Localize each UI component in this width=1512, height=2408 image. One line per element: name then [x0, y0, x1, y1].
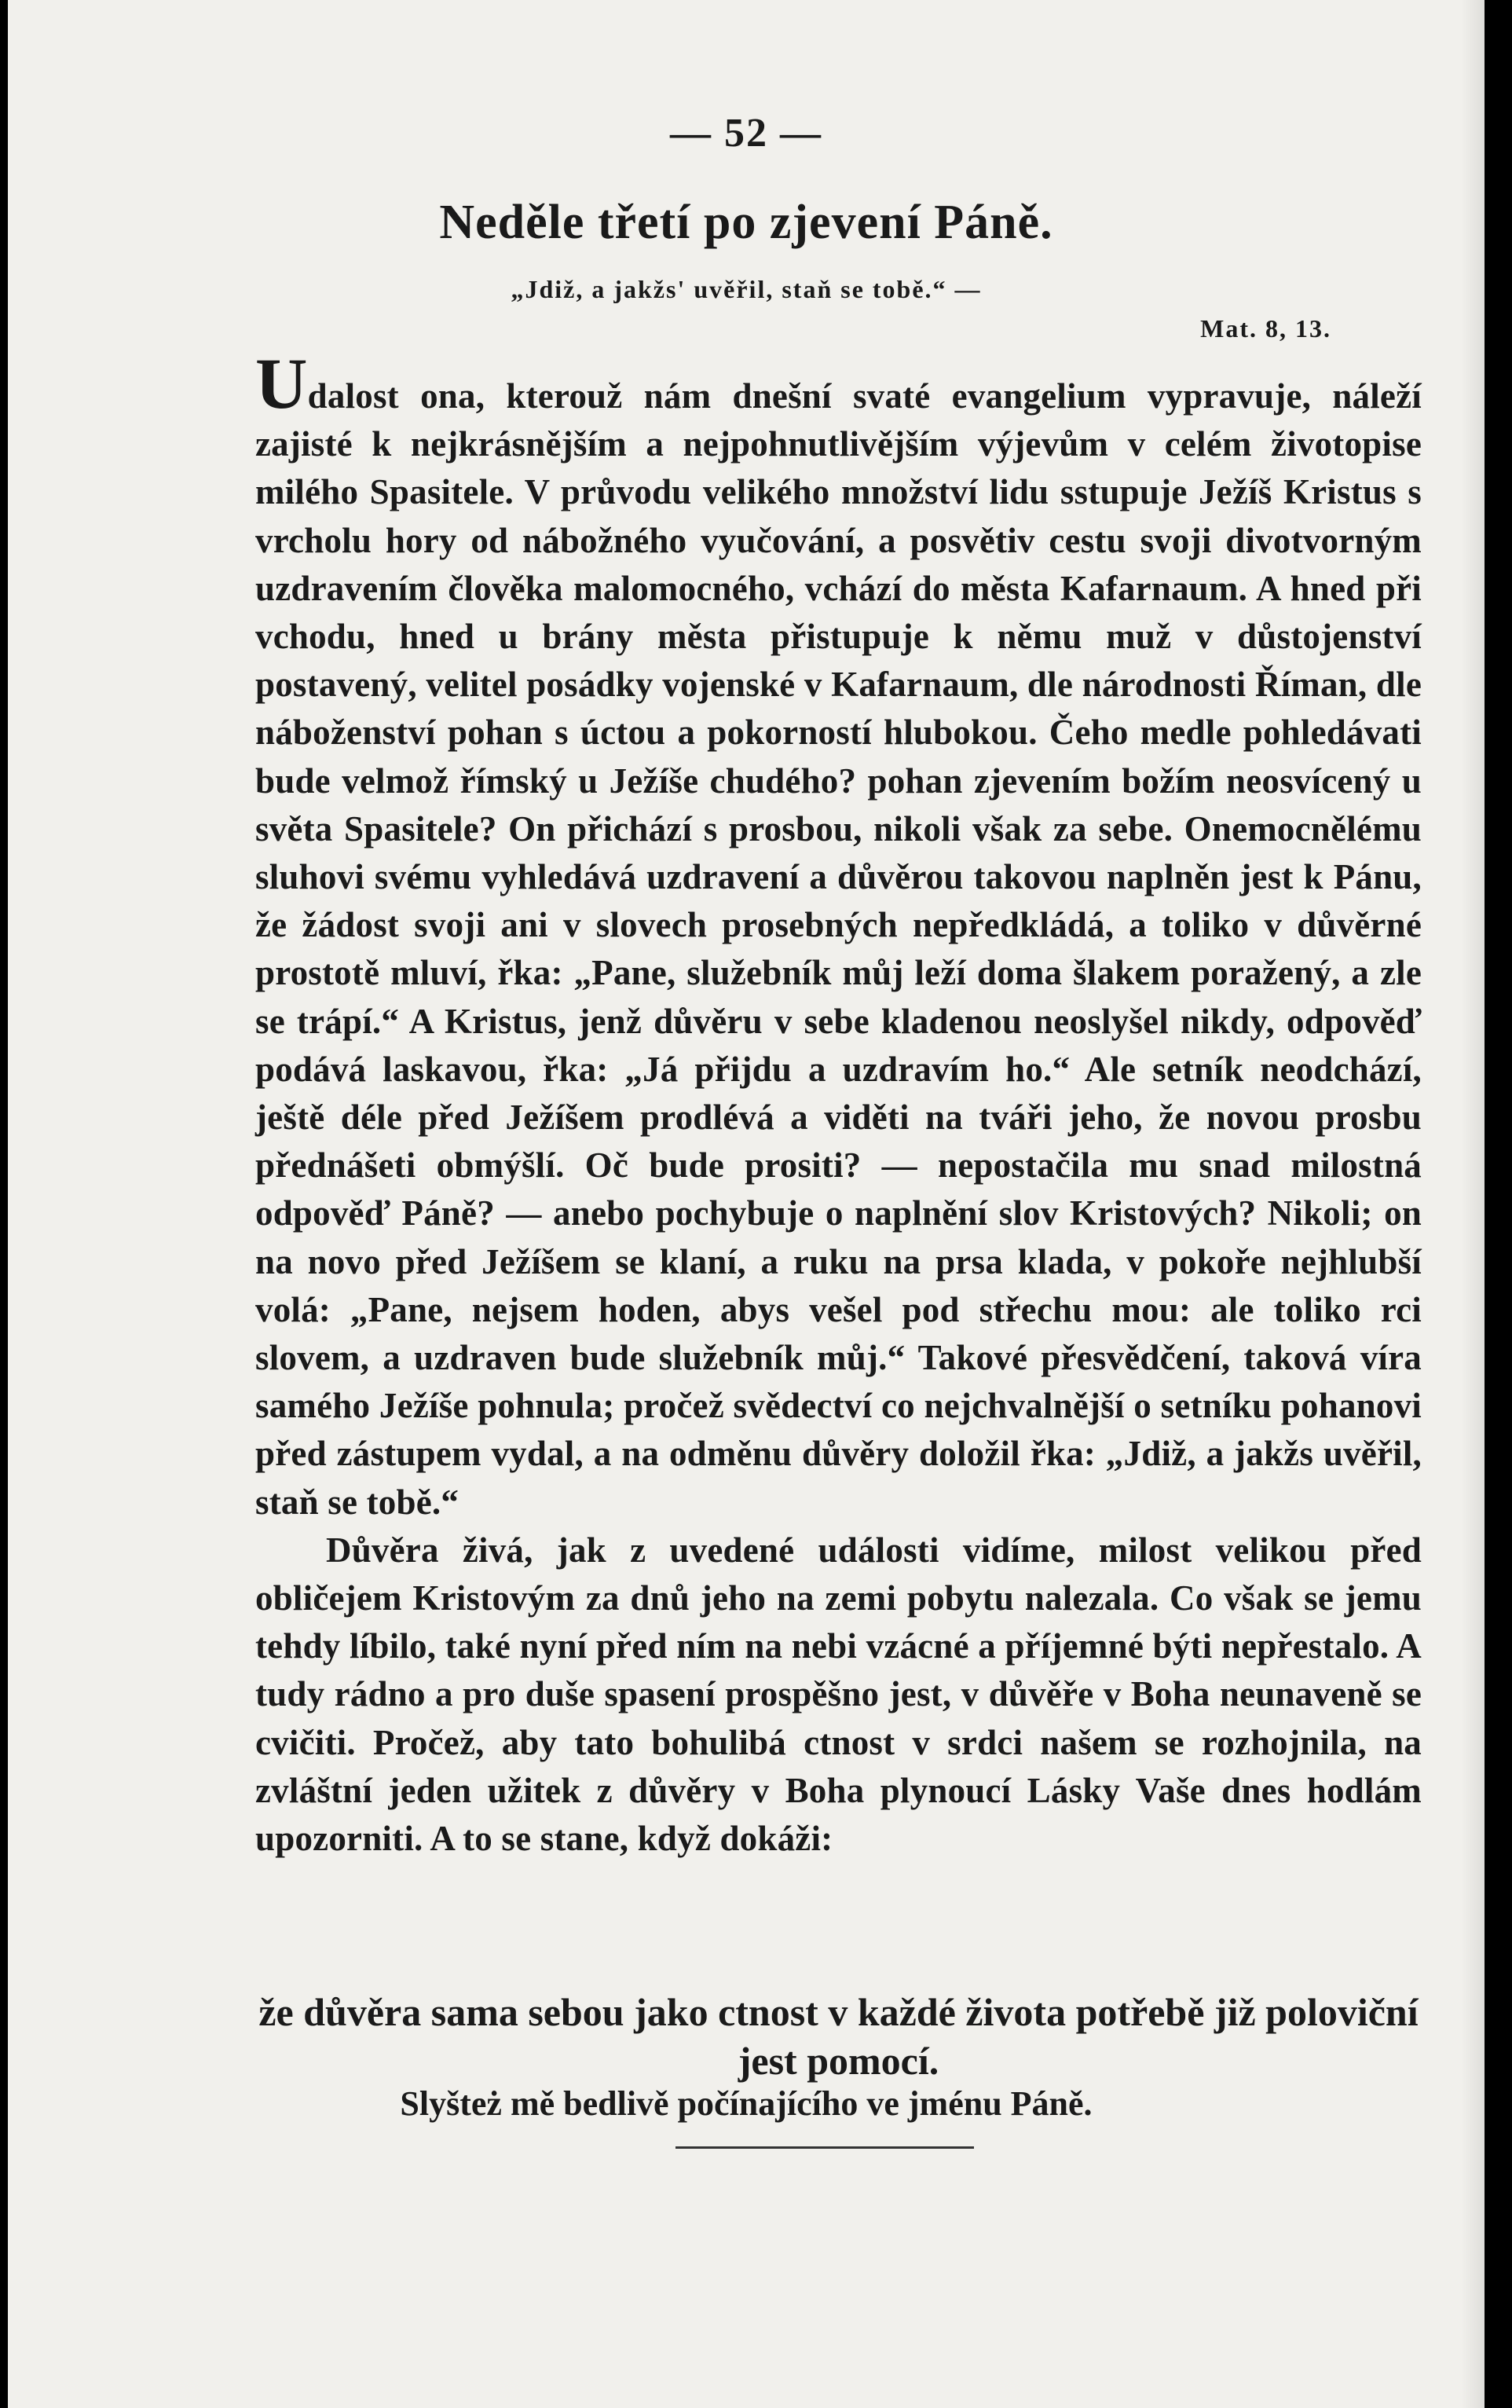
sermon-thesis: že důvěra sama sebou jako ctnost v každé života potřebě již poloviční jest pomocí.: [258, 1990, 1419, 2083]
page-edge-shadow: [1461, 0, 1485, 2408]
closing-line: Slyšteż mě bedlivě počínajícího ve jménu Páně.: [400, 2084, 1093, 2123]
paragraph-2: Důvěra živá, jak z uvedené události vidíme, milost velikou před obličejem Kristovým za dnů jeho na zemi pobytu nalezala. Co však se jemu tehdy líbilo, také nyní před ním na nebi vzácné a příjemné býti nepřestalo. A tudy rádno a pro duše spasení prospěšno jest, v důvěře v Boha neunaveně se cvičiti. Pročež, aby tato bohulibá ctnost v srdci našem se rozhojnila, na zvláštní jeden užitek z důvěry v Boha plynoucí Lásky Vaše dnes hodlám upozorniti. A to se stane, když dokáži:: [255, 1530, 1422, 1859]
drop-initial: U: [255, 343, 308, 423]
paragraph-1: [255, 343, 1422, 1527]
book-page: [8, 0, 1485, 2408]
scripture-reference: Mat. 8, 13.: [1200, 314, 1331, 343]
paragraph-1-text: dalost ona, kterouž nám dnešní svaté evangelium vypravuje, náleží zajisté k nejkrásnějším a nejpohnutlivějším výjevům v celém životopise milého Spasitele. V průvodu velikého množství lidu sstupuje Ježíš Kristus s vrcholu hory od nábožného vyučování, a posvětiv cestu svoji divotvorným uzdravením člověka malomocného, vchází do města Kafarnaum. A hned při vchodu, hned u brány města přistupuje k němu muž v důstojenství postavený, velitel posádky vojenské v Kafarnaum, dle národnosti Říman, dle náboženství pohan s úctou a pokorností hlubokou. Čeho medle pohledávati bude velmož římský u Ježíše chudého? pohan zjevením božím neosvícený u světa Spasitele? On přichází s prosbou, nikoli však za sebe. Onemocnělému sluhovi svému vyhledává uzdravení a důvěrou takovou naplněn jest k Pánu, že žádost svoji ani v slovech prosebných nepředkládá, a toliko v důvěrné prostotě mluví, řka: „Pane, služebník můj leží doma šlakem poražený, a zle se trápí.“ A Kristus, jenž důvěru v sebe kladenou neoslyšel nikdy, odpověď podává laskavou, řka: „Já přijdu a uzdravím ho.“ Ale setník neodchází, ještě déle před Ježíšem prodlévá a viděti na tváři jeho, že novou prosbu přednášeti obmýšlí. Oč bude prositi? — nepostačila mu snad milostná odpověď Páně? — anebo pochybuje o naplnění slov Kristových? Nikoli; on na novo před Ježíšem se klaní, a ruku na prsa klada, v pokoře nejhlubší volá: „Pane, nejsem hoden, abys vešel pod střechu mou: ale toliko rci slovem, a uzdraven bude služebník můj.“ Takové přesvědčení, taková víra samého Ježíše pohnula; pročež svědectví co nejchvalnější o setníku pohanovi před zástupem vydal, a na odměnu důvěry doložil řka: „Jdiž, a jakžs uvěřil, staň se tobě.“: [255, 376, 1422, 1522]
divider-rule: [675, 2146, 974, 2149]
motto-quote: „Jdiž, a jakžs' uvěřil, staň se tobě.“ —: [511, 275, 982, 303]
sermon-body: [255, 343, 1422, 1863]
sermon-title: Neděle třetí po zjevení Páně.: [439, 196, 1053, 249]
page-number: — 52 —: [670, 111, 822, 156]
